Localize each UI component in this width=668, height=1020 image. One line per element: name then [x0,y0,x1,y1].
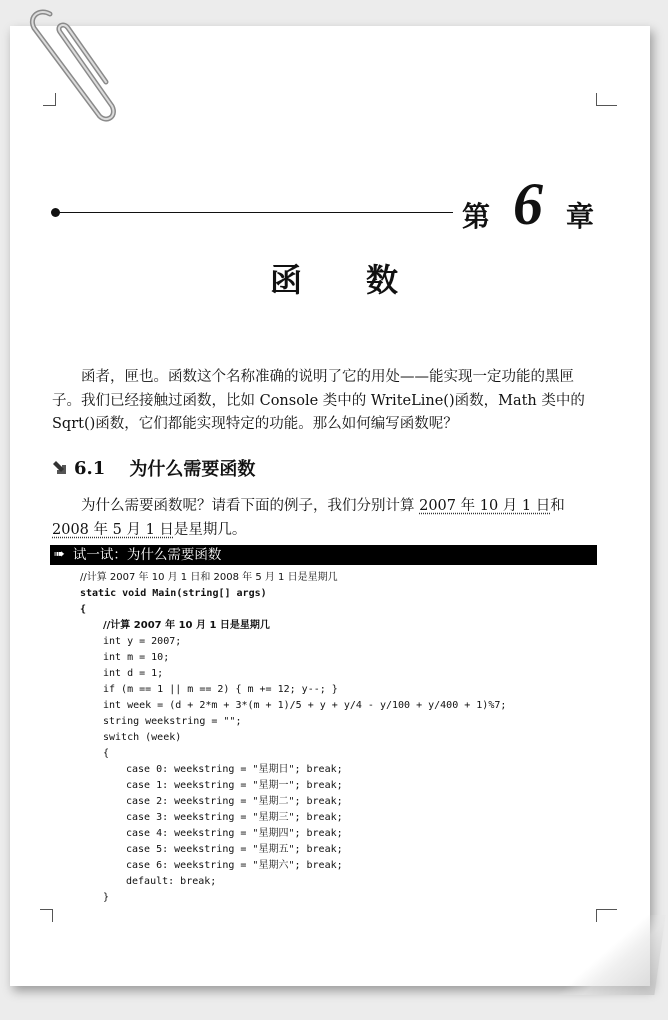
try-it-bar [50,545,597,565]
section-paragraph-part1: 为什么需要函数呢？请看下面的例子，我们分别计算 [81,498,420,514]
code-line: int week = (d + 2*m + 3*(m + 1)/5 + y + y/4 - y/100 + y/400 + 1)%7; [103,700,507,711]
code-line: case 0: weekstring = "星期日"; break; [126,764,343,775]
code-line: { [103,748,110,759]
section-heading [52,455,255,481]
intro-paragraph: 函者，匣也。函数这个名称准确的说明了它的用处——能实现一定功能的黑匣子。我们已经接触过函数，比如 Console 类中的 WriteLine()函数，Math 类中的 Sqrt()函数，它们都能实现特定的功能。那么如何编写函数呢？ [52,369,585,432]
arrow-right-icon: ➠ [54,547,65,562]
code-line: case 5: weekstring = "星期五"; break; [126,844,343,855]
date-2008-5-1: 2008 年 5 月 1 日 [52,521,174,538]
code-line: int m = 10; [103,652,170,663]
paperclip-icon [20,2,120,127]
code-line: case 2: weekstring = "星期二"; break; [126,796,343,807]
code-line: //计算 2007 年 10 月 1 日是星期几 [103,620,270,631]
code-line: default: break; [126,876,217,887]
section-title: 为什么需要函数 [129,459,256,480]
code-line: case 3: weekstring = "星期三"; break; [126,812,343,823]
code-listing [80,570,600,906]
chapter-number: 6 [513,171,543,237]
code-line: int y = 2007; [103,636,182,647]
code-line: { [80,604,87,615]
crop-mark-top-right [596,93,617,106]
try-it-label: 试一试：为什么需要函数 [72,547,222,563]
chapter-rule [55,212,453,213]
code-line: switch (week) [103,732,182,743]
section-paragraph [52,495,598,542]
section-paragraph-part3: 是星期几。 [173,521,247,538]
code-line: int d = 1; [103,668,164,679]
crop-mark-top-left [43,93,56,106]
code-line: case 6: weekstring = "星期六"; break; [126,860,343,871]
code-line: if (m == 1 || m == 2) { m += 12; y--; } [103,684,338,695]
code-line: case 4: weekstring = "星期四"; break; [126,828,343,839]
chapter-suffix: 章 [566,200,595,233]
code-line: //计算 2007 年 10 月 1 日和 2008 年 5 月 1 日是星期几 [80,572,338,583]
crop-mark-bottom-left [40,909,53,922]
section-arrow-icon [52,460,68,476]
code-line: } [103,892,110,903]
date-2007-10-1: 2007 年 10 月 1 日 [419,498,551,514]
section-number: 6.1 [74,457,106,479]
crop-mark-bottom-right [596,909,617,922]
code-line: static void Main(string[] args) [80,588,267,599]
code-line: string weekstring = ""; [103,716,242,727]
section-paragraph-part2: 和 [550,498,565,514]
chapter-prefix: 第 [462,200,491,233]
page-curl [554,915,665,995]
chapter-title: 函数 [269,261,462,299]
code-line: case 1: weekstring = "星期一"; break; [126,780,343,791]
